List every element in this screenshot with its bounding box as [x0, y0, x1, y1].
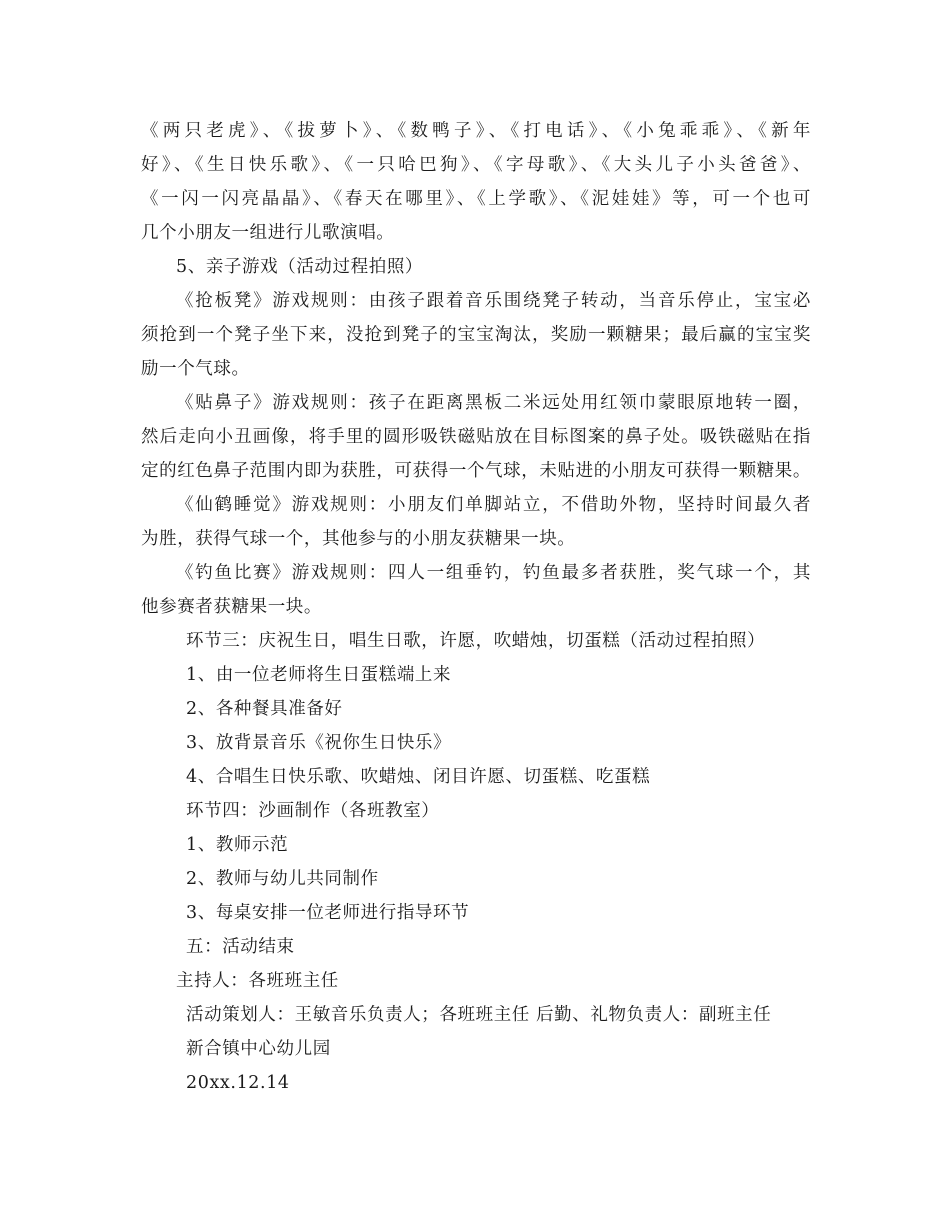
game-nose-line-2: 然后走向小丑画像，将手里的圆形吸铁磁贴放在目标图案的鼻子处。吸铁磁贴在指: [141, 427, 811, 447]
song-list-line-1: 《两只老虎》、《拔萝卜》、《数鸭子》、《打电话》、《小兔乖乖》、《新年: [141, 121, 811, 141]
part-4-item-2: 2、教师与幼儿共同制作: [186, 869, 379, 889]
game-chair-line-2: 须抢到一个凳子坐下来，没抢到凳子的宝宝淘汰，奖励一颗糖果；最后赢的宝宝奖: [141, 325, 811, 345]
game-fishing-line-1: 《钓鱼比赛》游戏规则：四人一组垂钓，钓鱼最多者获胜，奖气球一个，其: [176, 563, 811, 583]
planners-line: 活动策划人：王敏音乐负责人；各班班主任 后勤、礼物负责人：副班主任: [186, 1005, 772, 1025]
song-list-line-3: 《一闪一闪亮晶晶》、《春天在哪里》、《上学歌》、《泥娃娃》等，可一个也可: [141, 189, 811, 209]
game-crane-line-2: 为胜，获得气球一个，其他参与的小朋友获糖果一块。: [141, 529, 576, 549]
host-line: 主持人：各班班主任: [176, 971, 339, 991]
part-3-item-4: 4、合唱生日快乐歌、吹蜡烛、闭目许愿、切蛋糕、吃蛋糕: [186, 767, 651, 787]
game-nose-line-3: 定的红色鼻子范围内即为获胜，可获得一个气球，未贴进的小朋友可获得一颗糖果。: [141, 461, 811, 481]
game-fishing-line-2: 他参赛者获糖果一块。: [141, 597, 322, 617]
song-list-line-4: 几个小朋友一组进行儿歌演唱。: [141, 223, 395, 243]
part-3-title: 环节三：庆祝生日，唱生日歌，许愿，吹蜡烛，切蛋糕（活动过程拍照）: [186, 631, 766, 651]
organization-name: 新合镇中心幼儿园: [186, 1039, 331, 1059]
document-date: 20xx.12.14: [186, 1073, 290, 1093]
part-3-item-1: 1、由一位老师将生日蛋糕端上来: [186, 665, 452, 685]
part-5-title: 五：活动结束: [186, 937, 295, 957]
section-5-title: 5、亲子游戏（活动过程拍照）: [176, 257, 424, 277]
game-nose-line-1: 《贴鼻子》游戏规则：孩子在距离黑板二米远处用红领巾蒙眼原地转一圈，: [176, 393, 811, 413]
part-3-item-2: 2、各种餐具准备好: [186, 699, 343, 719]
part-3-item-3: 3、放背景音乐《祝你生日快乐》: [186, 733, 452, 753]
part-4-item-3: 3、每桌安排一位老师进行指导环节: [186, 903, 470, 923]
game-chair-line-3: 励一个气球。: [141, 359, 250, 379]
part-4-title: 环节四：沙画制作（各班教室）: [186, 801, 440, 821]
game-chair-line-1: 《抢板凳》游戏规则：由孩子跟着音乐围绕凳子转动，当音乐停止，宝宝必: [176, 291, 811, 311]
game-crane-line-1: 《仙鹤睡觉》游戏规则：小朋友们单脚站立，不借助外物，坚持时间最久者: [176, 495, 811, 515]
song-list-line-2: 好》、《生日快乐歌》、《一只哈巴狗》、《字母歌》、《大头儿子小头爸爸》、: [141, 155, 811, 175]
part-4-item-1: 1、教师示范: [186, 835, 289, 855]
